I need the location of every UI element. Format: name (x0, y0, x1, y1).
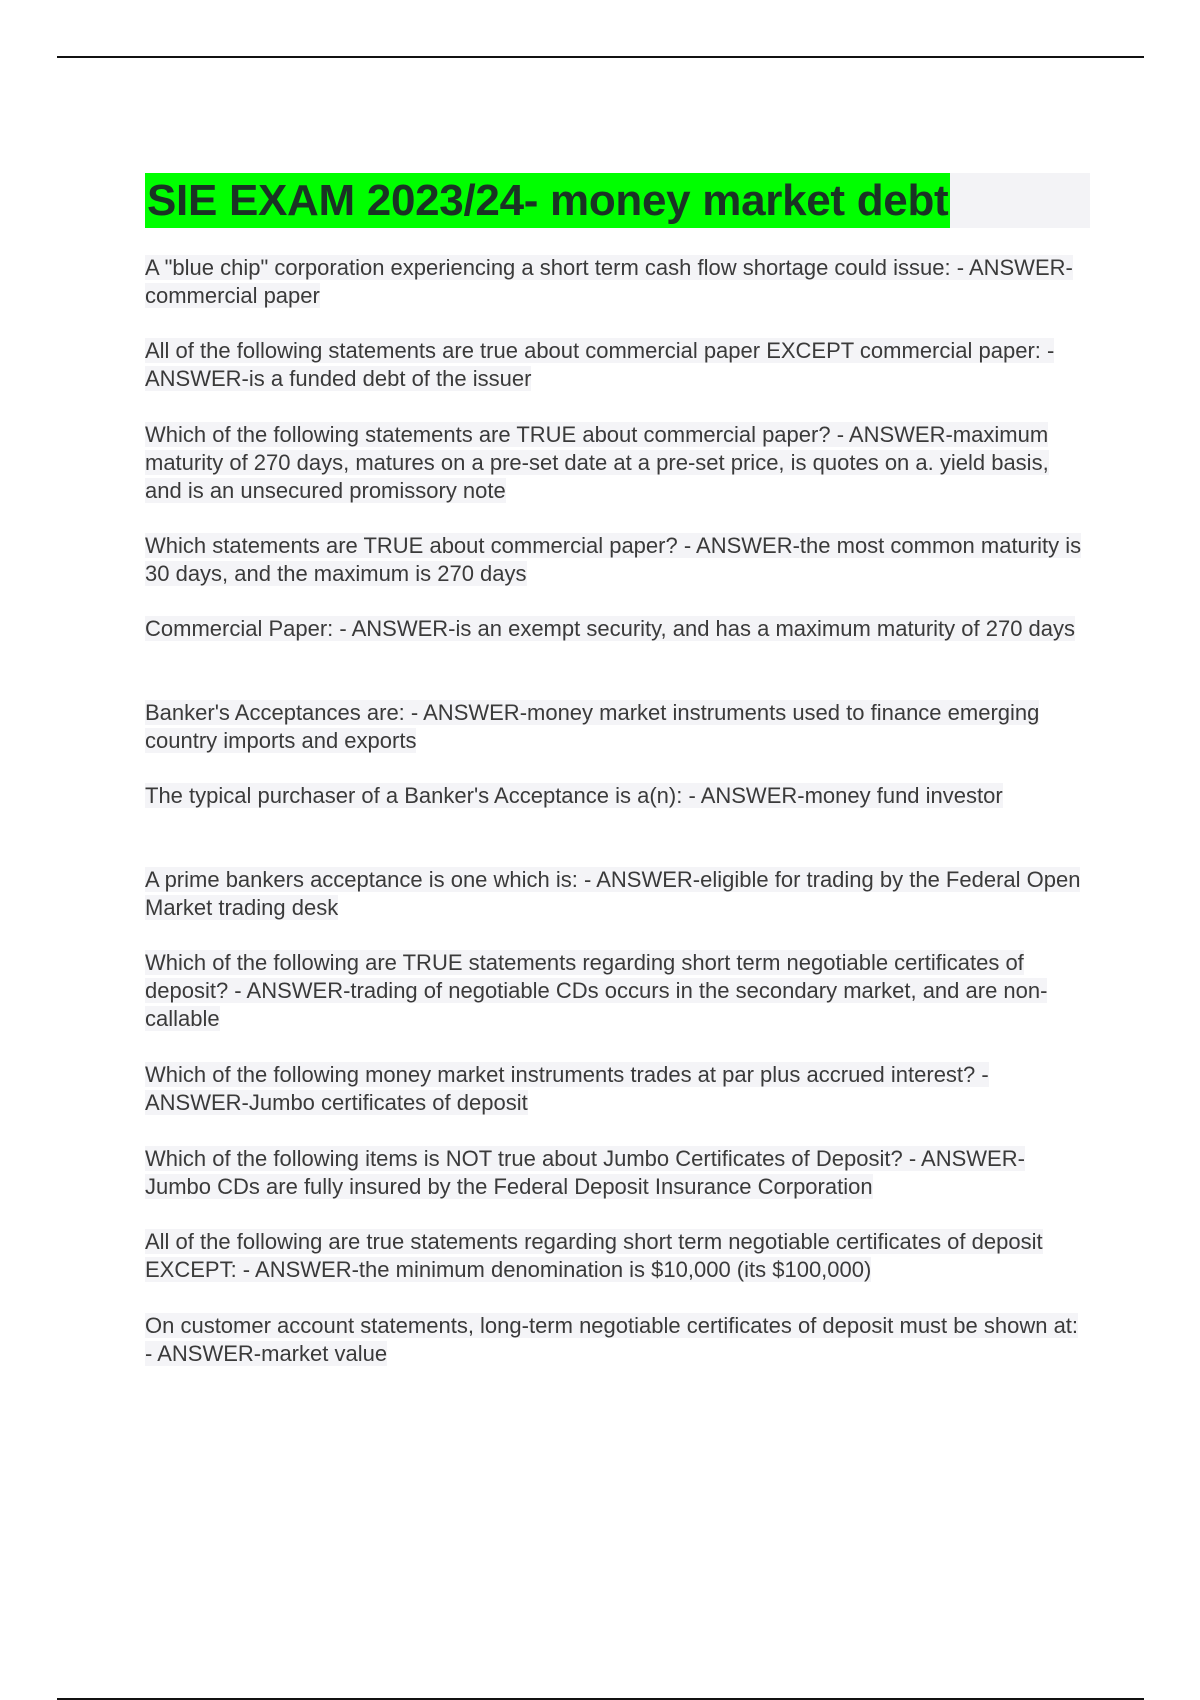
qa-item (145, 615, 1075, 643)
qa-item (145, 1312, 1090, 1368)
qa-item (145, 949, 1090, 1033)
qa-item-text: All of the following are true statements regarding short term negotiable certificates of deposit EXCEPT: - ANSWER-the minimum denomination is $10,000 (its $100,000) (145, 1229, 1043, 1282)
qa-item (145, 1228, 1090, 1284)
qa-item (145, 421, 1090, 505)
qa-item (145, 532, 1090, 588)
qa-item-text: Which of the following money market instruments trades at par plus accrued interest? - ANSWER-Jumbo certificates of deposit (145, 1062, 989, 1115)
document-title: SIE EXAM 2023/24- money market debt (145, 173, 950, 228)
qa-item-text: Which statements are TRUE about commercial paper? - ANSWER-the most common maturity is 30 days, and the maximum is 270 days (145, 533, 1082, 586)
qa-item-text: A "blue chip" corporation experiencing a short term cash flow shortage could issue: - ANSWER-commercial paper (145, 255, 1073, 308)
qa-item-text: Which of the following statements are TRUE about commercial paper? - ANSWER-maximum maturity of 270 days, matures on a pre-set date at a pre-set price, is quotes on a. yield basis, and is an unsecured promissory note (145, 422, 1049, 503)
qa-item (145, 699, 1090, 755)
title-block (145, 173, 1090, 228)
qa-item-text: The typical purchaser of a Banker's Acceptance is a(n): - ANSWER-money fund investor (145, 783, 1003, 808)
qa-item (145, 782, 1003, 810)
qa-item-text: A prime bankers acceptance is one which is: - ANSWER-eligible for trading by the Federal Open Market trading desk (145, 867, 1081, 920)
top-rule (57, 56, 1144, 58)
qa-item-text: Banker's Acceptances are: - ANSWER-money market instruments used to finance emerging country imports and exports (145, 700, 1040, 753)
qa-item-text: All of the following statements are true about commercial paper EXCEPT commercial paper: - ANSWER-is a funded debt of the issuer (145, 338, 1055, 391)
qa-item-text: Commercial Paper: - ANSWER-is an exempt security, and has a maximum maturity of 270 days (145, 616, 1076, 641)
qa-item-text: On customer account statements, long-term negotiable certificates of deposit must be shown at: - ANSWER-market value (145, 1313, 1079, 1366)
qa-item (145, 866, 1090, 922)
qa-item (145, 337, 1090, 393)
qa-item (145, 254, 1090, 310)
qa-item-text: Which of the following items is NOT true about Jumbo Certificates of Deposit? - ANSWER-Jumbo CDs are fully insured by the Federal Deposit Insurance Corporation (145, 1146, 1025, 1199)
qa-item-text: Which of the following are TRUE statements regarding short term negotiable certificates of deposit? - ANSWER-trading of negotiable CDs occurs in the secondary market, and are non-callable (145, 950, 1048, 1031)
qa-item (145, 1061, 1090, 1117)
qa-item (145, 1145, 1090, 1201)
